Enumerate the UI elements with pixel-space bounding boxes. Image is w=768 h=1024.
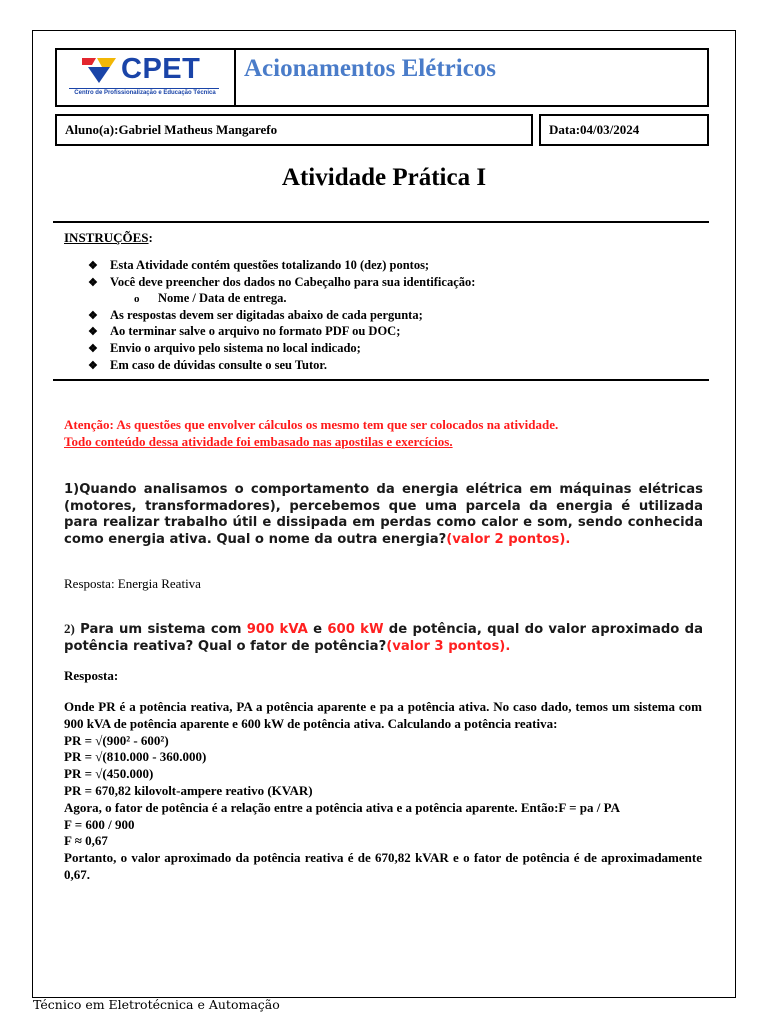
list-item: ❖ Esta Atividade contém questões totalizando 10 (dez) pontos; — [88, 258, 475, 275]
question-1-points: (valor 2 pontos). — [446, 531, 571, 547]
explanation-paragraph: Agora, o fator de potência é a relação entre a potência ativa e a potência aparente. Então:F = pa / PA — [64, 799, 620, 815]
diamond-bullet-icon: ❖ — [88, 359, 98, 372]
logo — [57, 50, 236, 105]
formula-line: F = 600 / 900 — [64, 816, 135, 832]
diamond-bullet-icon: ❖ — [88, 276, 98, 289]
instructions-heading: INSTRUÇÕES: — [64, 230, 153, 245]
diamond-bullet-icon: ❖ — [88, 342, 98, 355]
page-title: Atividade Prática I — [281, 164, 487, 191]
list-item: ❖ Em caso de dúvidas consulte o seu Tutor. — [88, 358, 475, 375]
attention-note — [64, 417, 558, 450]
question-2-explanation — [64, 699, 702, 884]
header-box — [55, 48, 709, 107]
logo-subtitle: Centro de Profissionalização e Educação Técnica — [74, 90, 216, 96]
explanation-paragraph: Onde PR é a potência reativa, PA a potência aparente e pa a potência ativa. No caso dado, temos um sistema com 900 kVA de potência aparente e 600 kW de potência ativa. Calculando a potência reativa: — [64, 699, 702, 731]
diamond-bullet-icon: ❖ — [88, 309, 98, 322]
divider-top — [53, 221, 709, 223]
conclusion-paragraph: Portanto, o valor aproximado da potência reativa é de 670,82 kVAR e o fator de potência é de aproximadamente 0,67. — [64, 850, 702, 882]
diamond-bullet-icon: ❖ — [88, 326, 98, 339]
question-1: 1)Quando analisamos o comportamento da energia elétrica em máquinas elétricas (motores, transformadores), percebemos que uma parcela da energia é utilizada para realizar trabalho útil e dissipada em perdas como calor e som, sendo conhecida como energia ativa. Qual o nome da outra energia?(valor 2 pontos). — [64, 482, 703, 547]
circle-bullet-icon: o — [134, 293, 140, 306]
date-field: Data:04/03/2024 — [539, 114, 709, 146]
formula-line: F ≈ 0,67 — [64, 833, 108, 849]
logo-divider — [69, 88, 219, 89]
formula-line: PR = √(450.000) — [64, 766, 154, 782]
list-subitem: o Nome / Data de entrega. — [88, 291, 475, 308]
question-2: 2) Para um sistema com 900 kVA e 600 kW de potência, qual do valor aproximado da potência reativa? Qual o fator de potência?(valor 3 pontos). — [64, 621, 703, 654]
question-2-points: (valor 3 pontos). — [386, 639, 511, 654]
formula-line: PR = √(900² - 600²) — [64, 732, 169, 748]
divider-bottom — [53, 379, 709, 381]
list-item: ❖ As respostas devem ser digitadas abaixo de cada pergunta; — [88, 308, 475, 325]
list-item: ❖ Ao terminar salve o arquivo no formato PDF ou DOC; — [88, 324, 475, 341]
list-item: ❖ Você deve preencher dos dados no Cabeçalho para sua identificação: — [88, 275, 475, 292]
diamond-bullet-icon: ❖ — [88, 260, 98, 272]
instructions-list — [88, 258, 475, 374]
question-2-answer-label: Resposta: — [64, 668, 119, 683]
attention-line-1: Atenção: As questões que envolver cálculos os mesmo tem que ser colocados na atividade. — [64, 417, 559, 432]
student-field: Aluno(a):Gabriel Matheus Mangarefo — [55, 114, 533, 146]
list-item: ❖ Envio o arquivo pelo sistema no local indicado; — [88, 341, 475, 358]
logo-text: CPET — [121, 53, 201, 85]
course-title: Acionamentos Elétricos — [244, 55, 497, 82]
question-1-answer: Resposta: Energia Reativa — [64, 576, 201, 591]
formula-line: PR = 670,82 kilovolt-ampere reativo (KVAR) — [64, 782, 313, 798]
page-footer: Técnico em Eletrotécnica e Automação — [33, 997, 280, 1012]
formula-line: PR = √(810.000 - 360.000) — [64, 749, 207, 765]
cpet-logo-icon — [82, 56, 116, 84]
attention-line-2: Todo conteúdo dessa atividade foi embasado nas apostilas e exercícios. — [64, 433, 453, 449]
